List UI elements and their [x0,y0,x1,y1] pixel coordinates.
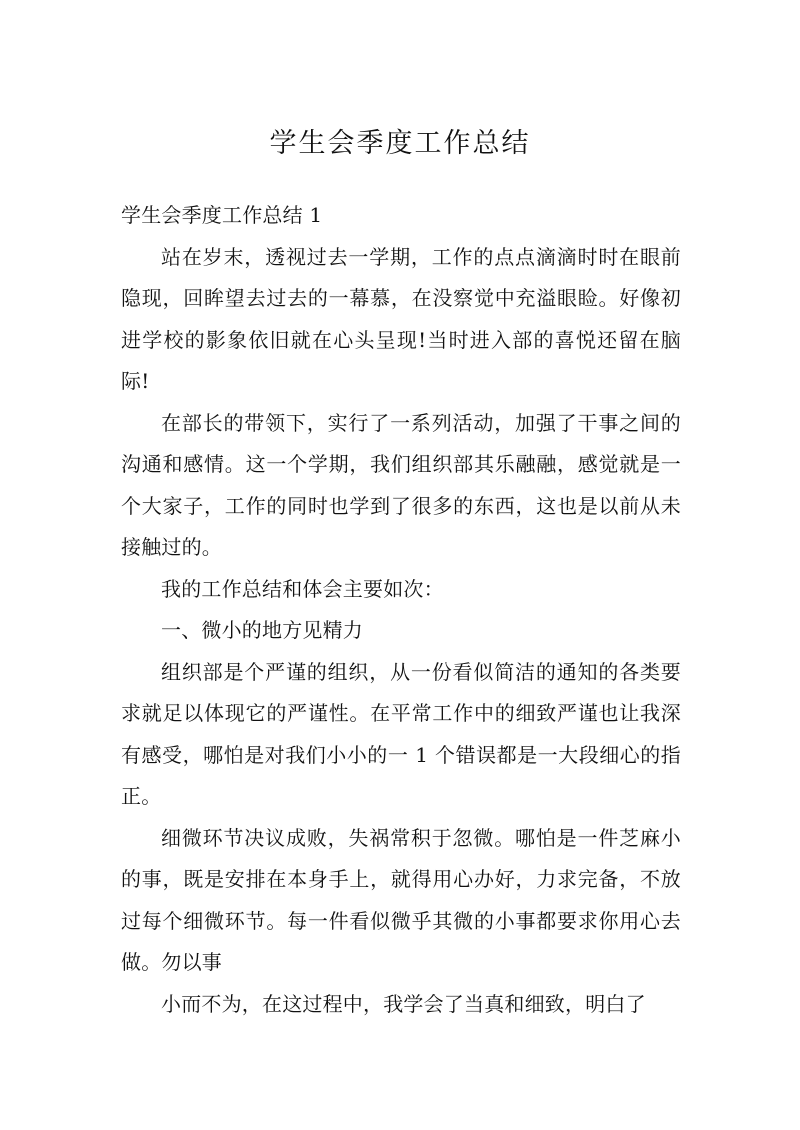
subheading: 一、微小的地方见精力 [161,618,363,642]
paragraph: 小而不为，在这过程中，我学会了当真和细致，明白了 [161,991,646,1016]
paragraph: 组织部是个严谨的组织，从一份看似简洁的通知的各类要求就足以体现它的严谨性。在平常工作中的细致严谨也让我深有感受，哪怕是对我们小小的一 1 个错误都是一大段细心的指正。 [121,659,681,808]
section-title: 学生会季度工作总结 1 [121,203,323,227]
document-body [121,195,681,1025]
document-title: 学生会季度工作总结 [269,128,531,159]
paragraph: 细微环节决议成败，失祸常积于忽微。哪怕是一件芝麻小的事，既是安排在本身手上，就得用心办好，力求完备，不放过每个细微环节。每一件看似微乎其微的小事都要求你用心去做。勿以事 [121,825,681,974]
paragraph: 我的工作总结和体会主要如次： [161,576,444,601]
paragraph: 在部长的带领下，实行了一系列活动，加强了干事之间的沟通和感情。这一个学期，我们组织部其乐融融，感觉就是一个大家子，工作的同时也学到了很多的东西，这也是以前从未接触过的。 [121,410,681,559]
paragraph: 站在岁末，透视过去一学期，工作的点点滴滴时时在眼前隐现，回眸望去过去的一幕慕，在没察觉中充溢眼睑。好像初进学校的影象依旧就在心头呈现!当时进入部的喜悦还留在脑际! [121,244,681,393]
